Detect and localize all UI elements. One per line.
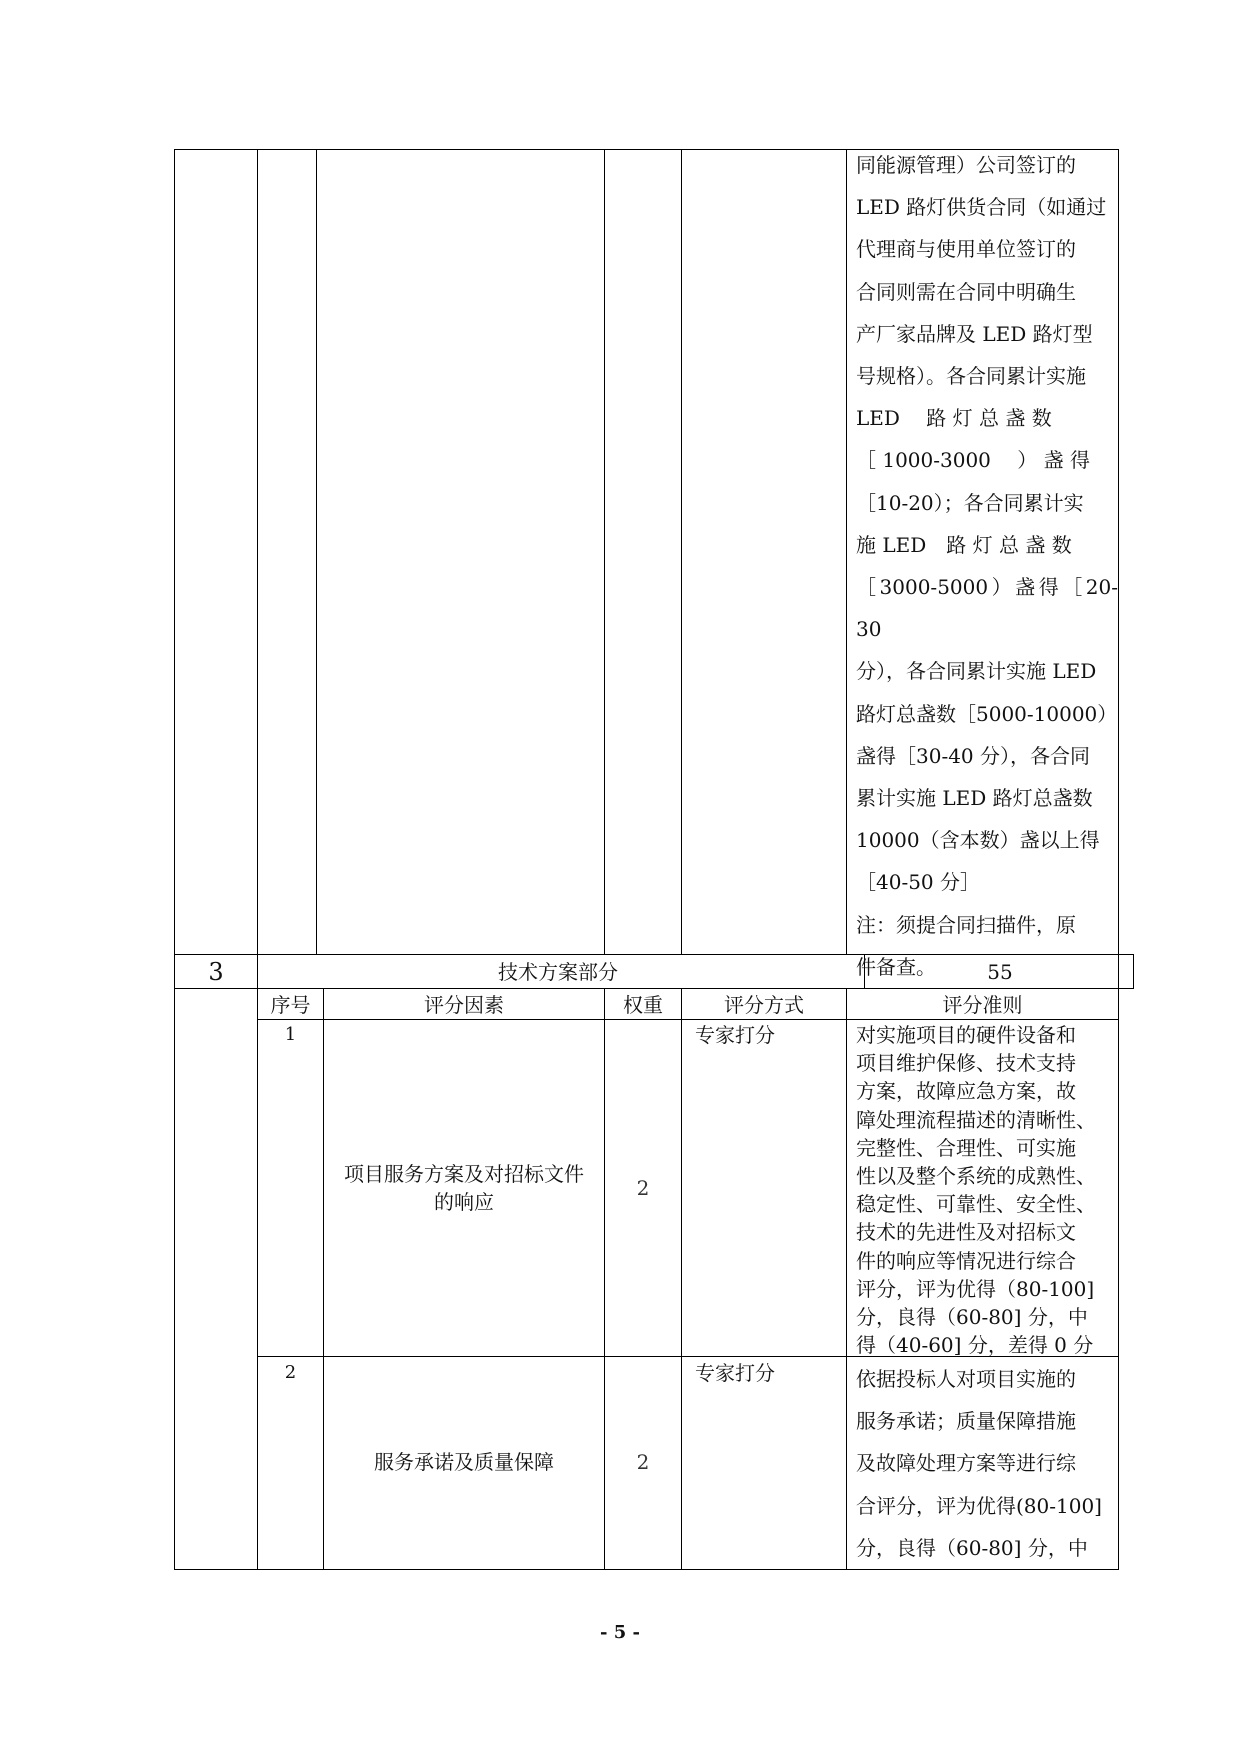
inner-col-line-4 xyxy=(681,988,682,1570)
criteria-line: 合评分，评为优得(80-100] xyxy=(856,1493,1102,1518)
col-line-3 xyxy=(604,149,605,954)
row2-factor: 服务承诺及质量保障 xyxy=(374,1450,554,1474)
criteria-line: 服务承诺；质量保障措施 xyxy=(856,1409,1076,1434)
criteria-line: 及故障处理方案等进行综 xyxy=(856,1451,1076,1476)
col-line-1 xyxy=(257,149,258,954)
row2-criteria xyxy=(856,1358,1118,1569)
header-seq: 序号 xyxy=(270,993,311,1017)
header-criteria: 评分准则 xyxy=(942,993,1023,1017)
criteria-line: 技术的先进性及对招标文 xyxy=(856,1220,1076,1245)
criteria-line: 完整性、合理性、可实施 xyxy=(856,1135,1076,1160)
criteria-line: ［10-20）；各合同累计实 xyxy=(856,490,1084,515)
criteria-line: 10000（含本数）盏以上得 xyxy=(856,828,1100,853)
criteria-line: 依据投标人对项目实施的 xyxy=(856,1367,1076,1391)
inner-col-line-2 xyxy=(323,988,324,1570)
criteria-line: 项目维护保修、技术支持 xyxy=(856,1051,1076,1076)
criteria-line: 代理商与使用单位签订的 xyxy=(856,237,1076,262)
table-border-left xyxy=(174,149,175,1570)
criteria-line: 障处理流程描述的清晰性、 xyxy=(856,1107,1096,1132)
page-number: - 5 - xyxy=(600,1622,640,1643)
criteria-line: 产厂家品牌及 LED 路灯型 xyxy=(856,321,1093,346)
header-factor: 评分因素 xyxy=(424,993,504,1017)
criteria-line: LED 路 灯 总 盏 数 xyxy=(856,406,1052,431)
header-row-bottom xyxy=(257,1019,1119,1020)
section-number: 3 xyxy=(208,958,224,986)
criteria-line: 件的响应等情况进行综合 xyxy=(856,1248,1076,1273)
criteria-line: 评分，评为优得（80-100] xyxy=(856,1276,1095,1301)
criteria-line: 累计实施 LED 路灯总盏数 xyxy=(856,786,1093,811)
criteria-line: 合同则需在合同中明确生 xyxy=(856,279,1076,304)
inner-col-line-1 xyxy=(257,988,258,1570)
col-line-4 xyxy=(681,149,682,954)
row1-factor: 项目服务方案及对招标文件的响应 xyxy=(344,1162,584,1214)
criteria-line: 方案，故障应急方案，故 xyxy=(856,1079,1076,1104)
col-line-2 xyxy=(316,149,317,954)
col-line-5 xyxy=(846,149,847,954)
row1-method: 专家打分 xyxy=(695,1023,775,1047)
criteria-line: 件备查。 xyxy=(856,954,936,979)
criteria-line: 对实施项目的硬件设备和 xyxy=(856,1023,1076,1047)
criteria-line: ［40-50 分］ xyxy=(856,870,981,895)
criteria-line: 号规格）。各合同累计实施 xyxy=(856,364,1086,389)
criteria-line: 同能源管理）公司签订的 xyxy=(856,153,1076,177)
criteria-line: 稳定性、可靠性、安全性、 xyxy=(856,1192,1096,1217)
row2-seq: 2 xyxy=(284,1362,297,1383)
inner-col-line-5 xyxy=(846,988,847,1570)
criteria-line: 分，良得（60-80] 分，中 xyxy=(856,1305,1088,1330)
criteria-line: 分），各合同累计实施 LED xyxy=(856,659,1097,684)
criteria-line: 盏得［30-40 分），各合同 xyxy=(856,743,1091,768)
row1-weight: 2 xyxy=(636,1176,650,1200)
row2-weight: 2 xyxy=(636,1450,650,1474)
criteria-line: 路灯总盏数［5000-10000） xyxy=(856,701,1118,726)
criteria-line: 分，良得（60-80] 分，中 xyxy=(856,1535,1088,1560)
header-method: 评分方式 xyxy=(724,993,804,1017)
criteria-line: ［3000-5000）盏得［20-30 xyxy=(856,575,1118,642)
table-border-bottom xyxy=(174,1569,1119,1570)
section-score: 55 xyxy=(987,960,1013,984)
criteria-line: 注：须提合同扫描件，原 xyxy=(856,912,1076,937)
criteria-line: 得（40-60] 分，差得 0 分 xyxy=(856,1333,1094,1358)
criteria-line: ［ 1000-3000 ） 盏 得 xyxy=(856,448,1090,473)
section-title: 技术方案部分 xyxy=(498,960,618,984)
criteria-line: 性以及整个系统的成熟性、 xyxy=(856,1164,1096,1189)
row1-criteria xyxy=(856,1021,1118,1359)
row1-seq: 1 xyxy=(284,1024,297,1045)
criteria-line: LED 路灯供货合同（如通过 xyxy=(856,195,1107,220)
criteria-line: 施 LED 路 灯 总 盏 数 xyxy=(856,532,1072,557)
inner-col-line-3 xyxy=(604,988,605,1570)
criteria-continuation xyxy=(856,144,1118,988)
row2-method: 专家打分 xyxy=(695,1361,775,1385)
header-weight: 权重 xyxy=(623,993,663,1017)
